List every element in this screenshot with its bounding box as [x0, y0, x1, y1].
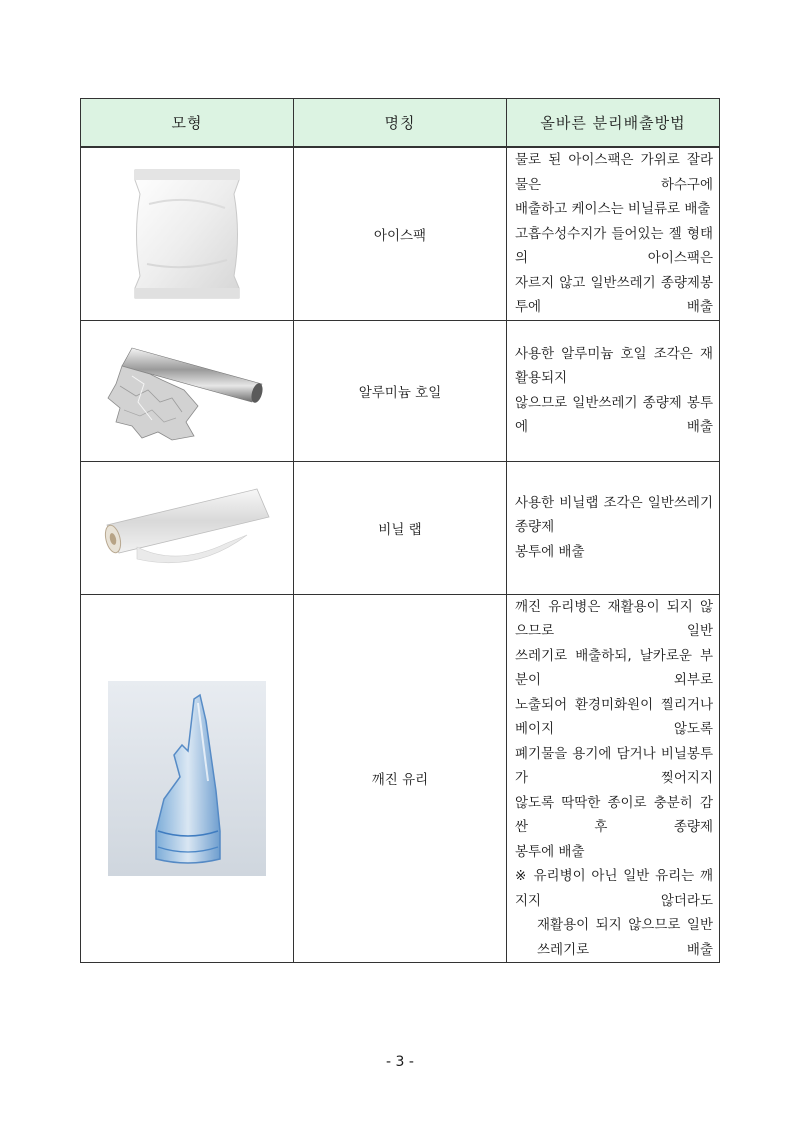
method-line: 깨진 유리병은 재활용이 되지 않으므로 일반: [515, 598, 713, 639]
method-line: 배출하고 케이스는 비닐류로 배출: [515, 201, 711, 217]
item-name: 아이스팩: [294, 147, 507, 320]
method-line: 고흡수성수지가 들어있는 젤 형태의 아이스팩은: [515, 225, 713, 266]
method-line: 사용한 알루미늄 호일 조각은 재활용되지: [515, 345, 713, 386]
table-row: [81, 320, 720, 461]
table-row: [81, 594, 720, 963]
item-name: 비닐 랩: [294, 461, 507, 594]
plastic-wrap-cell: [81, 461, 294, 594]
note-line: ※ 유리병이 아닌 일반 유리는 깨지지 않더라도: [515, 868, 713, 909]
item-name: 알루미늄 호일: [294, 320, 507, 461]
aluminum-foil-cell: [81, 320, 294, 461]
method-text: [507, 320, 720, 461]
plastic-wrap-image: [97, 483, 277, 573]
method-line: 봉투에 배출: [515, 843, 585, 860]
method-line: 폐기물을 용기에 담거나 비닐봉투가 찢어지지: [515, 745, 713, 786]
aluminum-foil-image: [102, 336, 272, 446]
table-header-row: [81, 99, 720, 148]
method-line: 자르지 않고 일반쓰레기 종량제봉투에 배출: [515, 274, 713, 315]
method-text: [507, 461, 720, 594]
table-row: [81, 147, 720, 320]
header-method: 올바른 분리배출방법: [507, 99, 720, 148]
ice-pack-image: [127, 164, 247, 304]
method-line: 사용한 비닐랩 조각은 일반쓰레기 종량제: [515, 494, 713, 536]
item-name: 깨진 유리: [294, 594, 507, 963]
broken-glass-cell: [81, 594, 294, 963]
method-text: [507, 594, 720, 963]
method-line: 봉투에 배출: [515, 543, 585, 560]
method-text: [507, 147, 720, 320]
disposal-guide-table: [80, 98, 720, 963]
method-line: 노출되어 환경미화원이 찔리거나 베이지 않도록: [515, 696, 713, 737]
header-name: 명칭: [294, 99, 507, 148]
method-line: 않도록 딱딱한 종이로 충분히 감싼 후 종량제: [515, 794, 713, 835]
page-number: - 3 -: [386, 1054, 414, 1070]
table-row: [81, 461, 720, 594]
ice-pack-cell: [81, 147, 294, 320]
broken-glass-image: [108, 681, 266, 876]
note-line: 재활용이 되지 않으므로 일반쓰레기로 배출: [537, 917, 713, 958]
header-model: 모형: [81, 99, 294, 148]
method-line: 물로 된 아이스팩은 가위로 잘라 물은 하수구에: [515, 152, 713, 193]
method-line: 않으므로 일반쓰레기 종량제 봉투에 배출: [515, 394, 713, 435]
method-line: 쓰레기로 배출하되, 날카로운 부분이 외부로: [515, 647, 713, 688]
